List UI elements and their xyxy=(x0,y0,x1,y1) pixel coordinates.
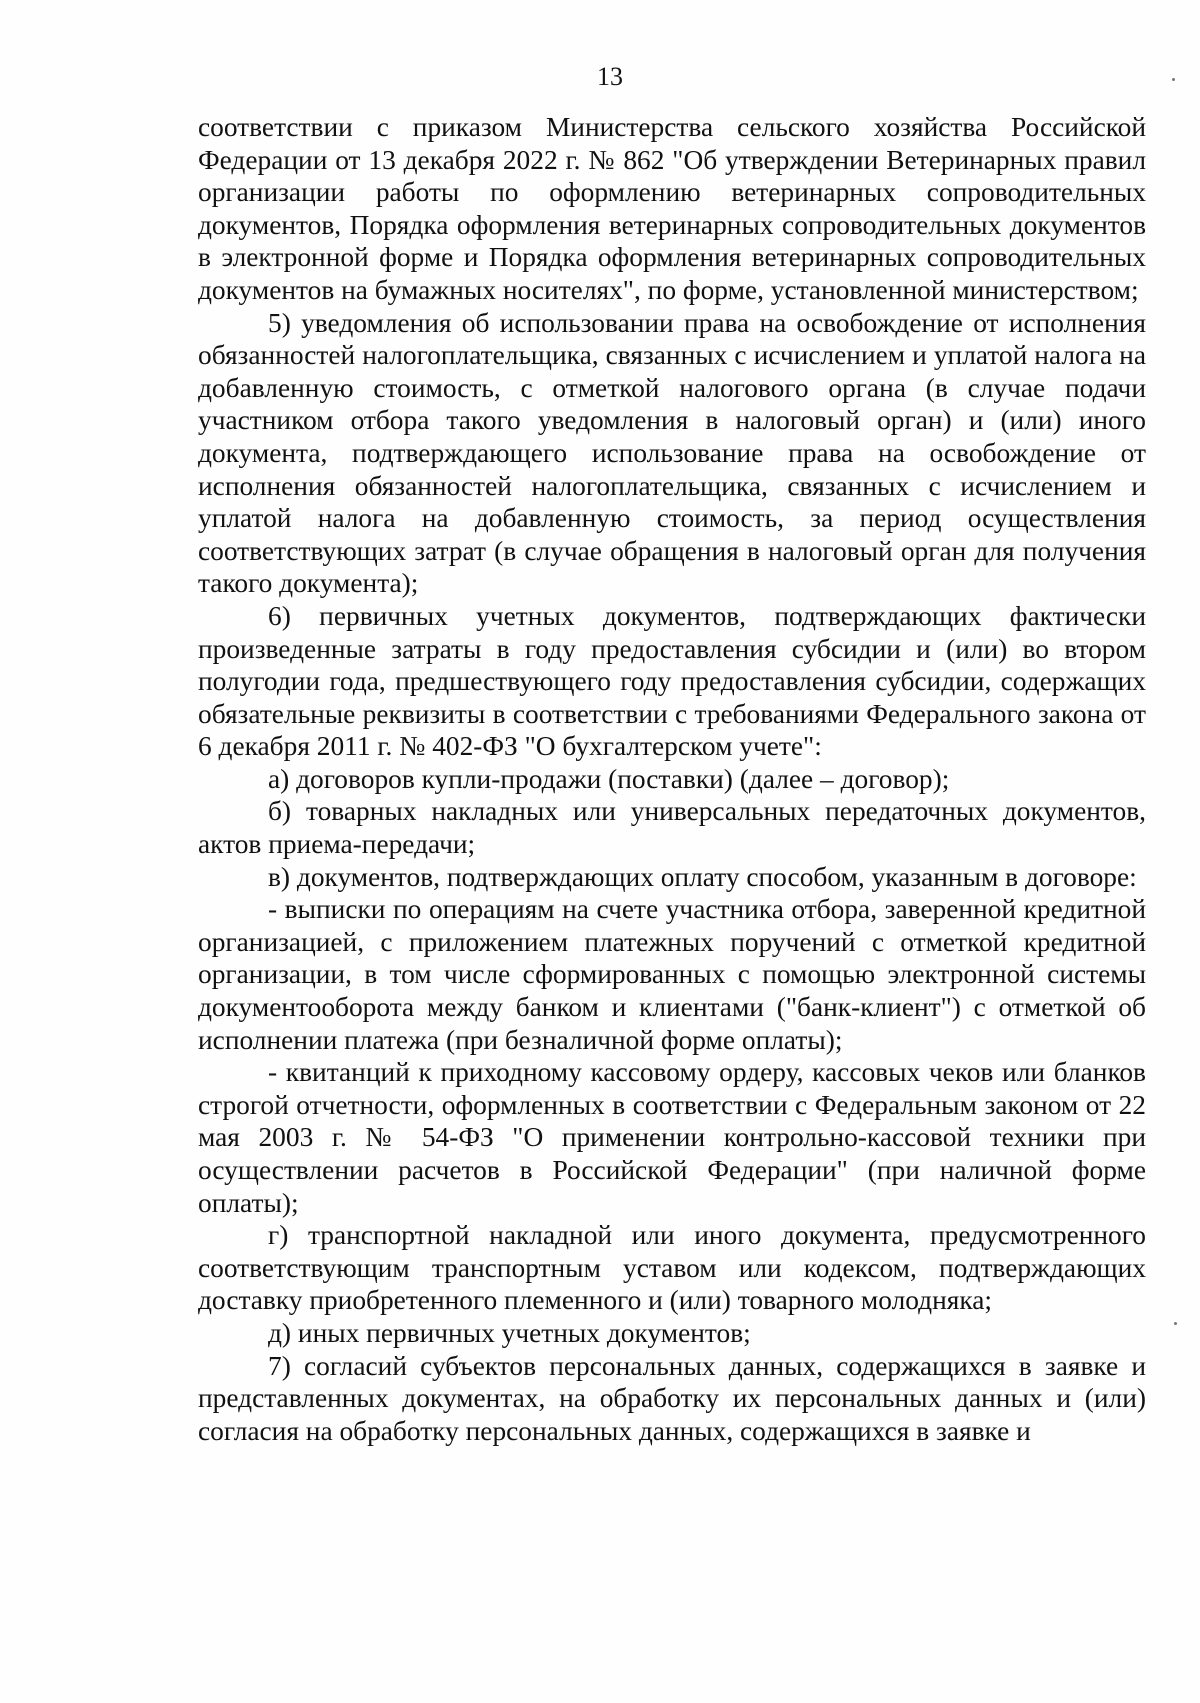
page-number: 13 xyxy=(597,62,623,91)
paragraph-subitem-b: б) товарных накладных или универсальных передаточных документов, актов приема-передачи; xyxy=(198,796,1146,860)
paragraph-subitem-v: в) документов, подтверждающих оплату способом, указанным в договоре: xyxy=(268,861,1137,892)
scan-speck xyxy=(1172,78,1175,81)
paragraph-continuation: соответствии с приказом Министерства сельского хозяйства Российской Федерации от 13 декабря 2022 г. № 862 "Об утверждении Ветеринарных правил организации работы по оформлению ветеринарных сопроводительных документов, Порядка оформления ветеринарных сопроводительных документов в электронной форме и Порядка оформления ветеринарных сопроводительных документов на бумажных носителях", по форме, установленной министерством; xyxy=(198,112,1146,305)
scan-speck xyxy=(1174,1322,1177,1325)
paragraph-subitem-g: г) транспортной накладной или иного документа, предусмотренного соответствующим транспортным уставом или кодексом, подтверждающих доставку приобретенного племенного и (или) товарного молодняка; xyxy=(198,1220,1146,1316)
paragraph-item-6: 6) первичных учетных документов, подтверждающих фактически произведенные затраты в году предоставления субсидии и (или) во втором полугодии года, предшествующего году предоставления субсидии, содержащих обязательные реквизиты в соответствии с требованиями Федерального закона от 6 декабря 2011 г. № 402-ФЗ "О бухгалтерском учете": xyxy=(198,600,1146,762)
paragraph-dash-receipts: - квитанций к приходному кассовому ордеру, кассовых чеков или бланков строгой отчетности, оформленных в соответствии с Федеральным законом от 22 мая 2003 г. № 54-ФЗ "О применении контрольно-кассовой техники при осуществлении расчетов в Российской Федерации" (при наличной форме оплаты); xyxy=(198,1057,1146,1218)
paragraph-item-7: 7) согласий субъектов персональных данных, содержащихся в заявке и представленных документах, на обработку их персональных данных и (или) согласия на обработку персональных данных, содержащихся в заявке и xyxy=(198,1350,1146,1446)
paragraph-subitem-a: а) договоров купли-продажи (поставки) (далее – договор); xyxy=(268,763,950,794)
paragraph-subitem-d: д) иных первичных учетных документов; xyxy=(268,1317,751,1348)
paragraph-dash-bank-statement: - выписки по операциям на счете участника отбора, заверенной кредитной организацией, с приложением платежных поручений с отметкой кредитной организации, в том числе сформированных с помощью электронной системы документооборота между банком и клиентами ("банк-клиент") с отметкой об исполнении платежа (при безналичной форме оплаты); xyxy=(198,894,1146,1055)
paragraph-item-5: 5) уведомления об использовании права на освобождение от исполнения обязанностей налогоплательщика, связанных с исчислением и уплатой налога на добавленную стоимость, с отметкой налогового органа (в случае подачи участником отбора такого уведомления в налоговый орган) и (или) иного документа, подтверждающего использование права на освобождение от исполнения обязанностей налогоплательщика, связанных с исчислением и уплатой налога на добавленную стоимость, за период осуществления соответствующих затрат (в случае обращения в налоговый орган для получения такого документа); xyxy=(198,307,1146,599)
document-body xyxy=(198,111,1146,1447)
